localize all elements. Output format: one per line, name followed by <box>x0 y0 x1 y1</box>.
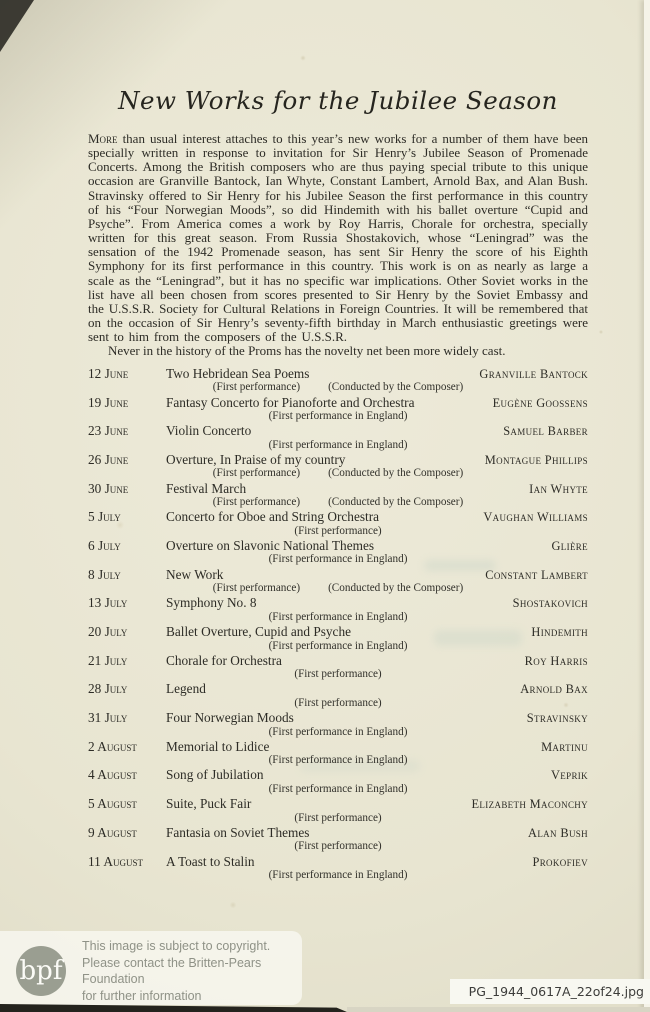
programme-date: 31 July <box>88 710 128 726</box>
programme-row <box>88 396 588 423</box>
work-title: Concerto for Oboe and String Orchestra <box>166 509 380 525</box>
work-title: Fantasy Concerto for Pianoforte and Orchestra <box>166 394 415 410</box>
performance-notes <box>88 553 588 565</box>
programme-row-main <box>88 654 588 669</box>
programme-date: 8 July <box>88 566 121 582</box>
composer-name: Montague Phillips <box>484 452 588 467</box>
work-title: Symphony No. 8 <box>166 595 257 611</box>
performance-note: (First performance in England) <box>268 639 408 652</box>
programme-row-main <box>88 625 588 640</box>
performance-notes <box>88 697 588 709</box>
scan-corner-shadow <box>0 0 34 52</box>
performance-notes <box>88 381 588 393</box>
programme-row <box>88 826 588 853</box>
performance-notes <box>88 812 588 824</box>
composer-name: Vaughan Williams <box>483 510 588 525</box>
work-title: Two Hebridean Sea Poems <box>166 365 310 381</box>
closing-line: Never in the history of the Proms has the novelty net been more widely cast. <box>108 343 506 359</box>
performance-notes <box>88 467 588 479</box>
composer-name: Eugène Goossens <box>492 395 588 410</box>
performance-note: (Conducted by the Composer) <box>328 381 464 394</box>
performance-notes <box>88 582 588 594</box>
scan-filename-label <box>450 979 650 1004</box>
performance-note: (Conducted by the Composer) <box>328 467 464 480</box>
programme-row-main <box>88 682 588 697</box>
programme-date: 13 July <box>88 595 128 611</box>
page-edge <box>644 0 650 1012</box>
programme-row-main <box>88 510 588 525</box>
intro-paragraph <box>88 132 588 344</box>
programme-date: 4 August <box>88 767 137 783</box>
work-title: Four Norwegian Moods <box>166 710 294 726</box>
page-content <box>88 0 588 883</box>
programme-date: 20 July <box>88 624 128 640</box>
programme-row-main <box>88 453 588 468</box>
programme-row-main <box>88 740 588 755</box>
performance-notes <box>88 410 588 422</box>
programme-row <box>88 711 588 738</box>
watermark-text-block <box>82 938 302 1012</box>
performance-note: (First performance) <box>212 467 301 480</box>
programme-row-main <box>88 568 588 583</box>
performance-note: (First performance) <box>294 811 382 824</box>
programme-row-main <box>88 367 588 382</box>
programme-row <box>88 424 588 451</box>
work-title: New Work <box>166 566 224 582</box>
programme-row <box>88 510 588 537</box>
performance-notes <box>88 439 588 451</box>
performance-note: (First performance in England) <box>268 410 408 423</box>
performance-note: (First performance in England) <box>268 869 408 882</box>
programme-date: 30 June <box>88 480 129 496</box>
composer-name: Stravinsky <box>526 711 588 726</box>
programme-date: 26 June <box>88 451 129 467</box>
work-title: Song of Jubilation <box>166 767 264 783</box>
programme-row <box>88 682 588 709</box>
composer-name: Ian Whyte <box>529 481 588 496</box>
page-title: New Works for the Jubilee Season <box>118 86 558 115</box>
performance-note: (First performance) <box>294 840 382 853</box>
work-title: Festival March <box>166 480 247 496</box>
programme-date: 12 June <box>88 365 129 381</box>
programme-row-main <box>88 396 588 411</box>
performance-notes <box>88 840 588 852</box>
copyright-watermark <box>0 931 302 1005</box>
performance-note: (First performance) <box>294 524 382 537</box>
programme-row-main <box>88 711 588 726</box>
bpf-logo-text: bpf <box>19 956 63 986</box>
programme-row <box>88 797 588 824</box>
programme-row-main <box>88 797 588 812</box>
programme-row-main <box>88 826 588 841</box>
composer-name: Elizabeth Maconchy <box>471 797 588 812</box>
programme-date: 9 August <box>88 824 137 840</box>
programme-date: 2 August <box>88 738 137 754</box>
programme-row <box>88 740 588 767</box>
programme-row <box>88 596 588 623</box>
work-title: Overture, In Praise of my country <box>166 451 346 467</box>
programme-row <box>88 855 588 882</box>
intro-lead-word: More <box>88 131 118 146</box>
performance-note: (Conducted by the Composer) <box>328 496 464 509</box>
composer-name: Constant Lambert <box>485 567 588 582</box>
performance-notes <box>88 525 588 537</box>
composer-name: Shostakovich <box>512 596 588 611</box>
performance-note: (First performance in England) <box>268 553 408 566</box>
work-title: Suite, Puck Fair <box>166 796 252 812</box>
composer-name: Prokofiev <box>532 854 588 869</box>
watermark-line: for further information <box>82 988 202 1003</box>
performance-note: (First performance in England) <box>268 610 408 623</box>
performance-notes <box>88 783 588 795</box>
composer-name: Hindemith <box>531 625 588 640</box>
programme-date: 23 June <box>88 423 129 439</box>
work-title: Chorale for Orchestra <box>166 652 282 668</box>
scan-filename: PG_1944_0617A_22of24.jpg <box>468 984 644 999</box>
performance-notes <box>88 726 588 738</box>
intro-body: than usual interest attaches to this year’s new works for a number of them have been specially written in response to invitation for Sir Henry’s Jubilee Season of Promenade Concerts. Among the British composers who are thus paying special tribute to this unique occasion are Granville Bantock, Ian Whyte, Constant Lambert, Arnold Bax, and Alan Bush. Stravinsky offered to Sir Henry for his Jubilee Season the first performance in this country of his “Four Norwegian Moods”, so did Hindemith with his ballet overture “Cupid and Psyche”. From America comes a work by Roy Harris, Chorale for orchestra, specially written for this great season. From Russia Shostakovich, whose “Leningrad” was the sensation of the 1942 Promenade season, has sent Sir Henry the score of his Eighth Symphony for its first performance in this country. This work is on as nearly as large a scale as the “Leningrad”, but it has no specific war implications. Other Soviet works in the list have all been chosen from scores presented to Sir Henry by the Soviet Embassy and the U.S.S.R. Society for Cultural Relations in Foreign Countries. It will be remembered that on the occasion of Sir Henry’s seventy-fifth birthday in March enthusiastic greetings were sent to him from the composers of the U.S.S.R. <box>88 131 588 345</box>
work-title: Fantasia on Soviet Themes <box>166 824 310 840</box>
programme-row-main <box>88 424 588 439</box>
performance-notes <box>88 668 588 680</box>
work-title: Legend <box>166 681 206 697</box>
programme-row-main <box>88 768 588 783</box>
bpf-logo <box>16 946 66 996</box>
programme-row <box>88 768 588 795</box>
performance-notes <box>88 496 588 508</box>
programme-list <box>88 367 588 881</box>
performance-note: (First performance in England) <box>268 725 408 738</box>
watermark-line: Please contact the Britten-Pears Foundation <box>82 955 262 986</box>
composer-name: Veprik <box>550 768 588 783</box>
work-title: Violin Concerto <box>166 423 252 439</box>
programme-row <box>88 367 588 394</box>
programme-date: 5 August <box>88 796 137 812</box>
programme-row-main <box>88 596 588 611</box>
performance-notes <box>88 611 588 623</box>
programme-date: 11 August <box>88 853 143 869</box>
composer-name: Samuel Barber <box>503 424 588 439</box>
programme-row <box>88 625 588 652</box>
performance-note: (First performance) <box>294 668 382 681</box>
work-title: Ballet Overture, Cupid and Psyche <box>166 624 352 640</box>
composer-name: Roy Harris <box>524 653 588 668</box>
programme-row-main <box>88 855 588 870</box>
performance-note: (First performance) <box>294 696 382 709</box>
work-title: Overture on Slavonic National Themes <box>166 537 375 553</box>
performance-note: (First performance in England) <box>268 754 408 767</box>
programme-row <box>88 539 588 566</box>
composer-name: Granville Bantock <box>479 366 588 381</box>
programme-date: 5 July <box>88 509 121 525</box>
performance-notes <box>88 640 588 652</box>
programme-date: 6 July <box>88 537 121 553</box>
performance-note: (First performance) <box>212 582 301 595</box>
composer-name: Arnold Bax <box>520 682 588 697</box>
performance-note: (First performance) <box>212 381 301 394</box>
programme-row <box>88 482 588 509</box>
programme-date: 19 June <box>88 394 129 410</box>
composer-name: Glière <box>551 538 588 553</box>
programme-row-main <box>88 539 588 554</box>
composer-name: Martinu <box>541 739 588 754</box>
programme-row <box>88 453 588 480</box>
scan-bottom-edge <box>347 1007 650 1012</box>
work-title: A Toast to Stalin <box>166 853 255 869</box>
performance-notes <box>88 869 588 881</box>
watermark-line: This image is subject to copyright. <box>82 939 271 953</box>
programme-date: 28 July <box>88 681 128 697</box>
programme-row-main <box>88 482 588 497</box>
programme-row <box>88 654 588 681</box>
programme-date: 21 July <box>88 652 128 668</box>
performance-note: (First performance) <box>212 496 301 509</box>
work-title: Memorial to Lidice <box>166 738 270 754</box>
programme-row <box>88 568 588 595</box>
performance-note: (First performance in England) <box>268 438 408 451</box>
composer-name: Alan Bush <box>528 825 588 840</box>
performance-note: (First performance in England) <box>268 782 408 795</box>
performance-notes <box>88 754 588 766</box>
performance-note: (Conducted by the Composer) <box>328 582 464 595</box>
